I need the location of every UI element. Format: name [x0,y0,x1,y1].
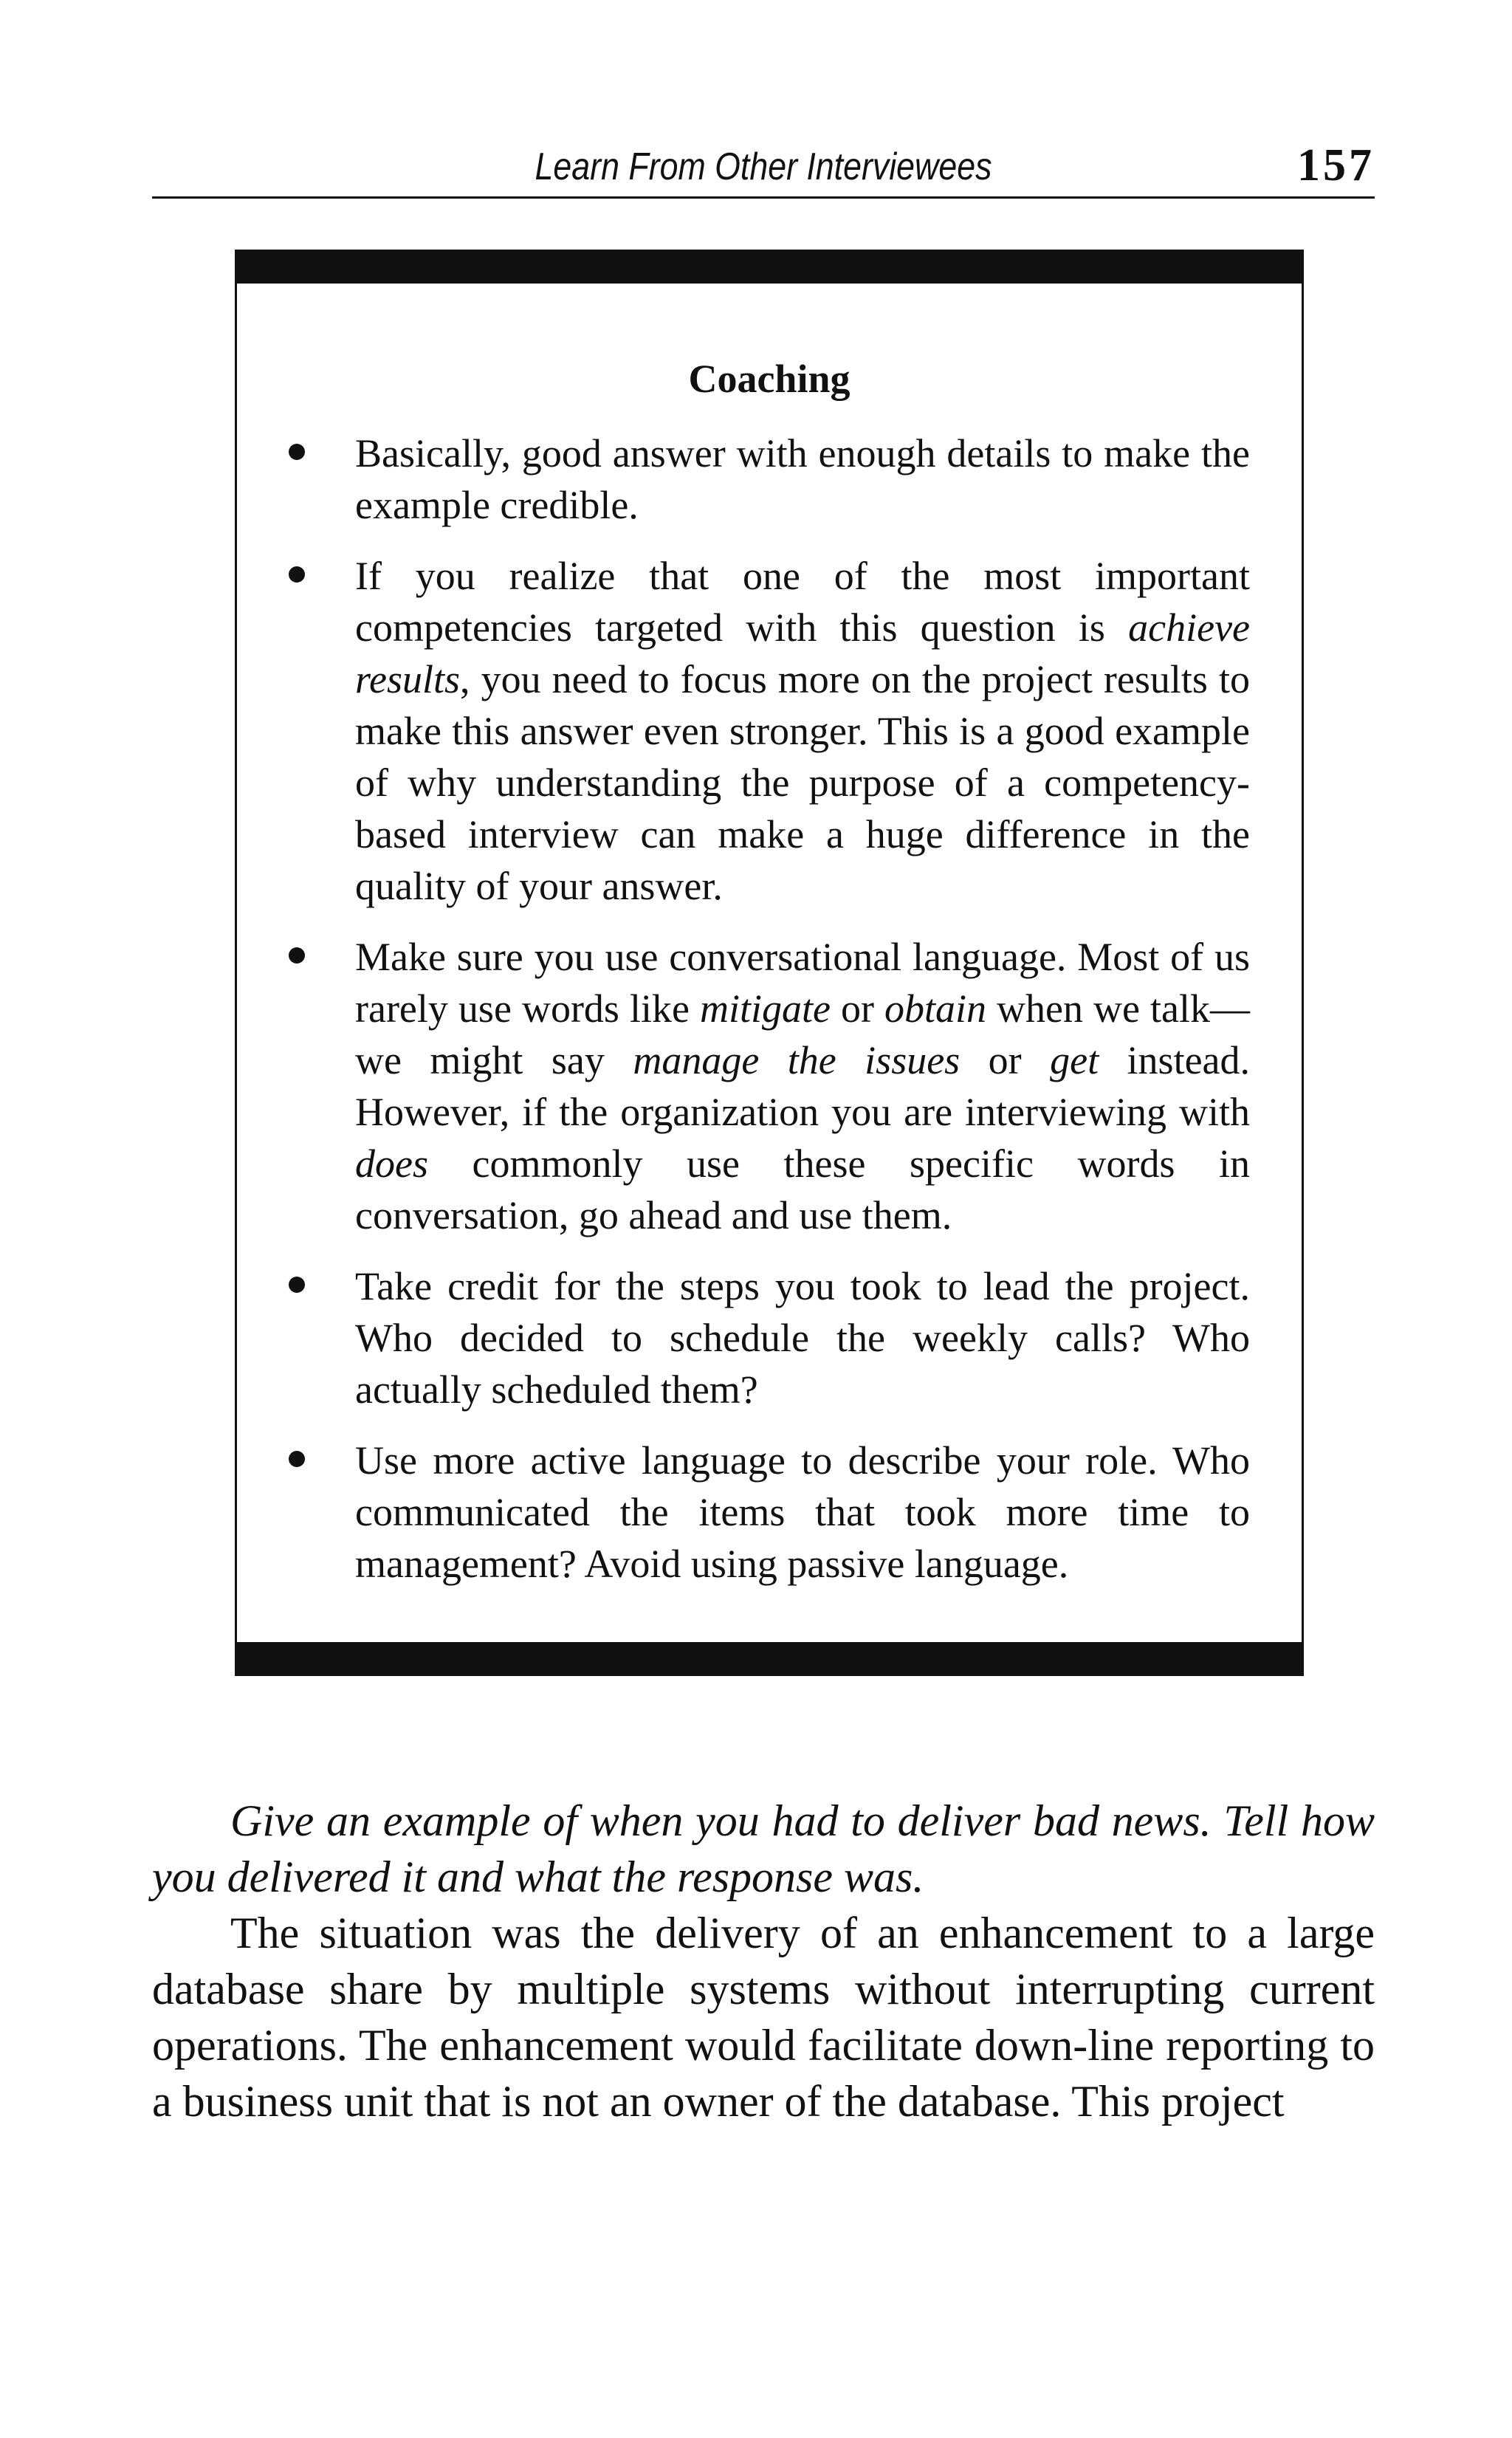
coaching-bullet-text: Use more active language to describe your role. Who communicated the items that took more time to management? Avoid using passive language. [355,1438,1250,1586]
coaching-bullet-text: If you realize that one of the most important competencies targeted with this question is achieve results, you need to focus more on the project results to make this answer even stronger. This is a good example of why understanding the purpose of a competency-based interview can make a huge difference in the quality of your answer. [355,554,1250,908]
coaching-title: Coaching [688,357,850,401]
body-text [152,1793,1375,2129]
running-header [152,137,1375,199]
bullet-dot-icon [289,1451,305,1467]
bullet-dot-icon [289,947,305,964]
bullet-dot-icon [289,566,305,583]
coaching-bullet-4 [237,1260,1302,1415]
bullet-dot-icon [289,444,305,460]
coaching-bullet-text: Make sure you use conversational language. Most of us rarely use words like mitigate or obtain when we talk—we might say manage the issues or get instead. However, if the organization you are interviewing with does commonly use these specific words in conversation, go ahead and use them. [355,935,1251,1237]
page-number: 157 [1297,140,1375,190]
emphasis-text: achieve results [355,605,1250,701]
running-title: Learn From Other Interviewees [535,145,992,188]
emphasis-text: manage the issues [633,1038,961,1082]
coaching-bullet-list [237,427,1302,1609]
emphasis-text: get [1050,1038,1099,1082]
coaching-bullet-3 [237,931,1302,1241]
coaching-bullet-1 [237,427,1302,531]
coaching-bullet-text: Take credit for the steps you took to lead the project. Who decided to schedule the weekly calls? Who actually scheduled them? [355,1264,1250,1412]
coaching-box [235,250,1304,1676]
bullet-dot-icon [289,1277,305,1293]
coaching-bullet-text: Basically, good answer with enough details to make the example credible. [355,431,1250,527]
coaching-bullet-5 [237,1435,1302,1590]
interview-question: Give an example of when you had to deliver bad news. Tell how you delivered it and what the response was. [152,1796,1375,1901]
emphasis-text: does [355,1141,428,1186]
emphasis-text: mitigate [699,986,831,1031]
answer-paragraph: The situation was the delivery of an enhancement to a large database share by multiple systems without interrupting current operations. The enhancement would facilitate down-line reporting to a business unit that is not an owner of the database. This project [152,1909,1375,2126]
coaching-bullet-2 [237,550,1302,912]
emphasis-text: obtain [884,986,987,1031]
